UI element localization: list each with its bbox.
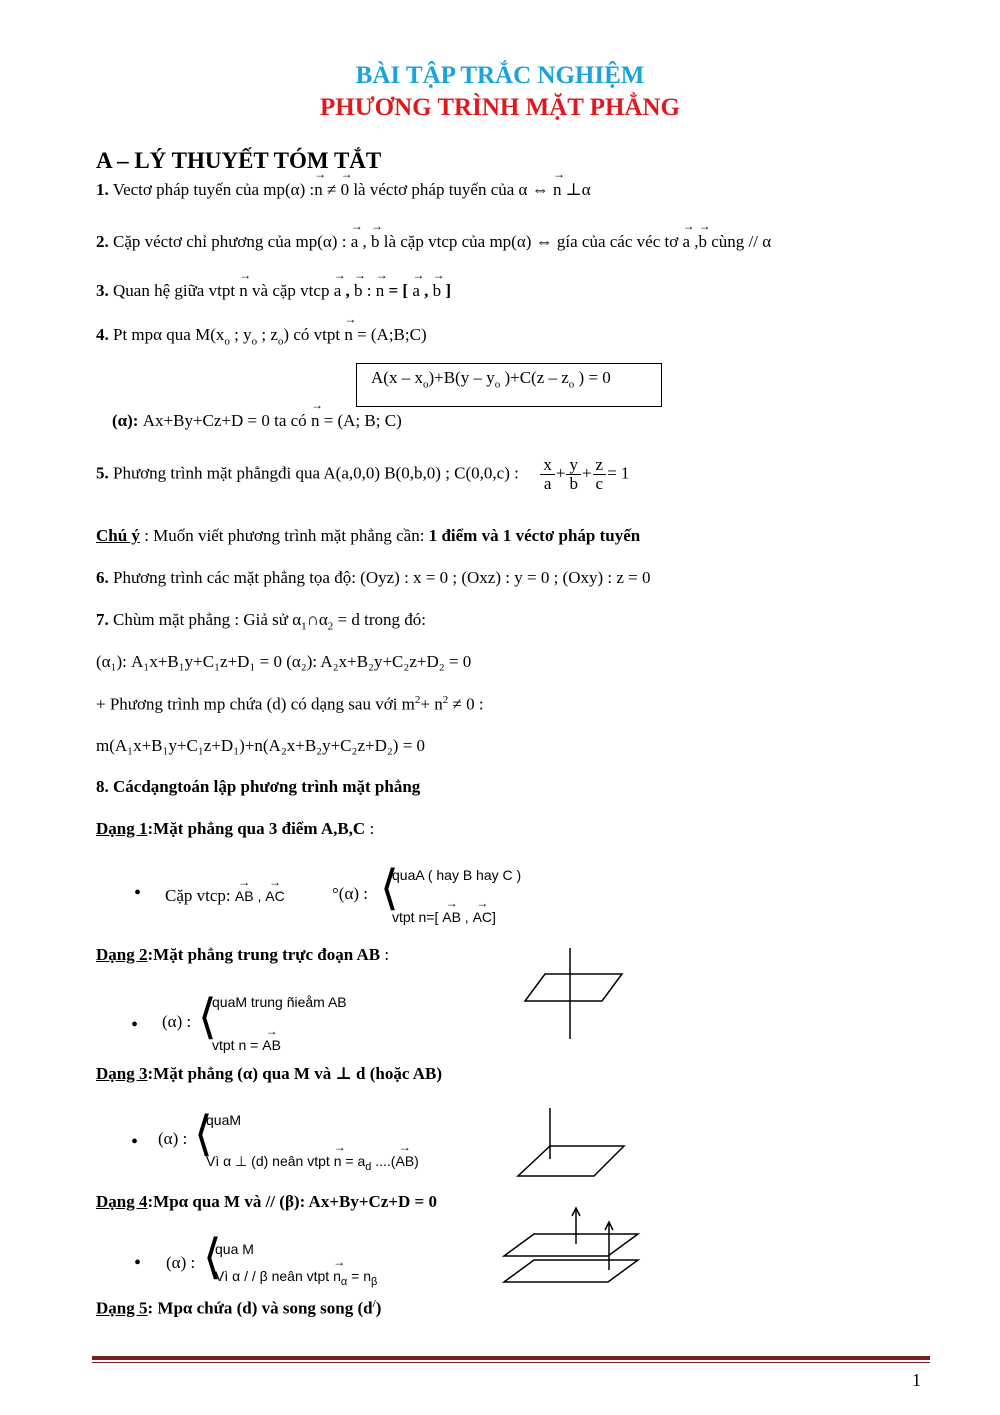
plane-equation-box: $A(x - x_o)+B(y - y_o$ )$+C(z - z_o$ ) = 0 [356, 363, 662, 407]
note: Chú ý : Muốn viết phương trình mặt phẳng cần: 1 điểm và 1 véctơ pháp tuyến [96, 526, 641, 545]
footer-rule-thin [92, 1362, 930, 1363]
brace: ⟨ [380, 860, 399, 916]
dang-3-heading: Dạng 3:Mặt phẳng (α) qua M và ⊥ d (hoặc AB) [96, 1064, 443, 1083]
dang-1-heading: Dạng 1:Mặt phẳng qua 3 điểm A,B,C : [96, 819, 375, 838]
item-4: 4. Pt mpα qua $M(x_o$ ; $y_o$ ; $z_o$) có vtpt → n = (A;B;C) [96, 325, 427, 347]
dang-4-heading: Dạng 4:Mpα qua M và // (β): Ax+By+Cz+D = 0 [96, 1192, 437, 1211]
section-heading-a: A – LÝ THUYẾT TÓM TẮT [96, 148, 382, 173]
item-3: 3. Quan hệ giữa vtpt → n và cặp vtcp → a , → b : → n = [ → a , → b ] [96, 281, 451, 301]
dang-3-alpha: (α) : [158, 1129, 188, 1148]
dang-1-vtcp: Cặp vtcp: → AB , → AC [165, 886, 285, 906]
bullet: • [131, 1131, 139, 1153]
dang-4-line-2: Vì α / / β neân vtpt → $n_\alpha = n_\beta$ [215, 1268, 377, 1288]
dang-3-line-1: quaM [206, 1112, 242, 1128]
item-8: 8. Cácdạngtoán lập phương trình mặt phẳng [96, 777, 421, 796]
item-6: 6. Phương trình các mặt phẳng tọa độ: (Oyz) : x = 0 ; (Oxz) : y = 0 ; (Oxy) : z = 0 [96, 568, 651, 587]
perpendicular-line-figure [512, 1104, 632, 1184]
item-2: 2. Cặp véctơ chỉ phương của mp(α) : → a , → b là cặp vtcp của mp(α) ⇔ gía của các véc tơ → a ,→ b cùng // α [96, 232, 771, 252]
dang-1-alpha: °(α) : [332, 884, 369, 903]
item-7-pencil: + Phương trình mp chứa (d) có dạng sau với $m^2+ n^2 \ne 0$ : [96, 694, 484, 714]
dang-4-line-1: qua M [215, 1241, 254, 1257]
brace: ⟨ [203, 1229, 222, 1285]
dang-2-heading: Dạng 2:Mặt phẳng trung trực đoạn AB : [96, 945, 390, 964]
item-5: 5. Phương trình mặt phẳngđi qua A(a,0,0) B(0,b,0) ; C(0,0,c) : $\frac{x}{a}$ + $\frac{y}{b}$ + $\frac{z}{c}$ = 1 [96, 455, 630, 493]
bullet: • [134, 1252, 142, 1274]
footer-rule [92, 1356, 930, 1360]
dang-1-line-2: vtpt n=[ → AB , → AC] [392, 909, 496, 925]
brace: ⟨ [194, 1106, 213, 1162]
title-line-1: BÀI TẬP TRẮC NGHIỆM [355, 62, 645, 89]
dang-2-line-1: quaM trung ñieåm AB [212, 994, 347, 1010]
brace: ⟨ [198, 989, 217, 1045]
dang-2-line-2: vtpt n = → AB [212, 1037, 281, 1053]
perpendicular-bisector-figure [520, 944, 630, 1044]
dang-4-alpha: (α) : [166, 1253, 196, 1272]
parallel-planes-figure [496, 1204, 646, 1288]
dang-5-heading: Dạng 5: Mpα chứa (d) và song song (d/) [96, 1298, 382, 1318]
bullet: • [134, 882, 142, 904]
general-equation: (α): Ax+By+Cz+D = 0 ta có → n = (A; B; C) [112, 411, 402, 431]
item-7: 7. Chùm mặt phẳng : Giả sử $\alpha_1\cap\alpha_2 = d$ trong đó: [96, 610, 426, 633]
item-1: 1. Vectơ pháp tuyến của mp(α) :→ n ≠ → 0 là véctơ pháp tuyến của α ⇔ → n ⊥α [96, 180, 591, 200]
item-7-planes: (α₁): A₁x+B₁y+C₁z+D₁ = 0 (α₂): A₂x+B₂y+C₂z+D₂ = 0 [96, 652, 472, 671]
dang-2-alpha: (α) : [162, 1012, 192, 1031]
title-line-2: PHƯƠNG TRÌNH MẶT PHẲNG [320, 94, 680, 121]
item-7-formula: m(A₁x+B₁y+C₁z+D₁)+n(A₂x+B₂y+C₂z+D₂) = 0 [96, 736, 426, 755]
dang-3-line-2: Vì α ⊥ (d) neân vtpt → $n = a_d$ ....(→ AB) [206, 1153, 419, 1173]
bullet: • [131, 1014, 139, 1036]
dang-1-line-1: quaA ( hay B hay C ) [392, 867, 522, 883]
page-number: 1 [912, 1370, 921, 1390]
